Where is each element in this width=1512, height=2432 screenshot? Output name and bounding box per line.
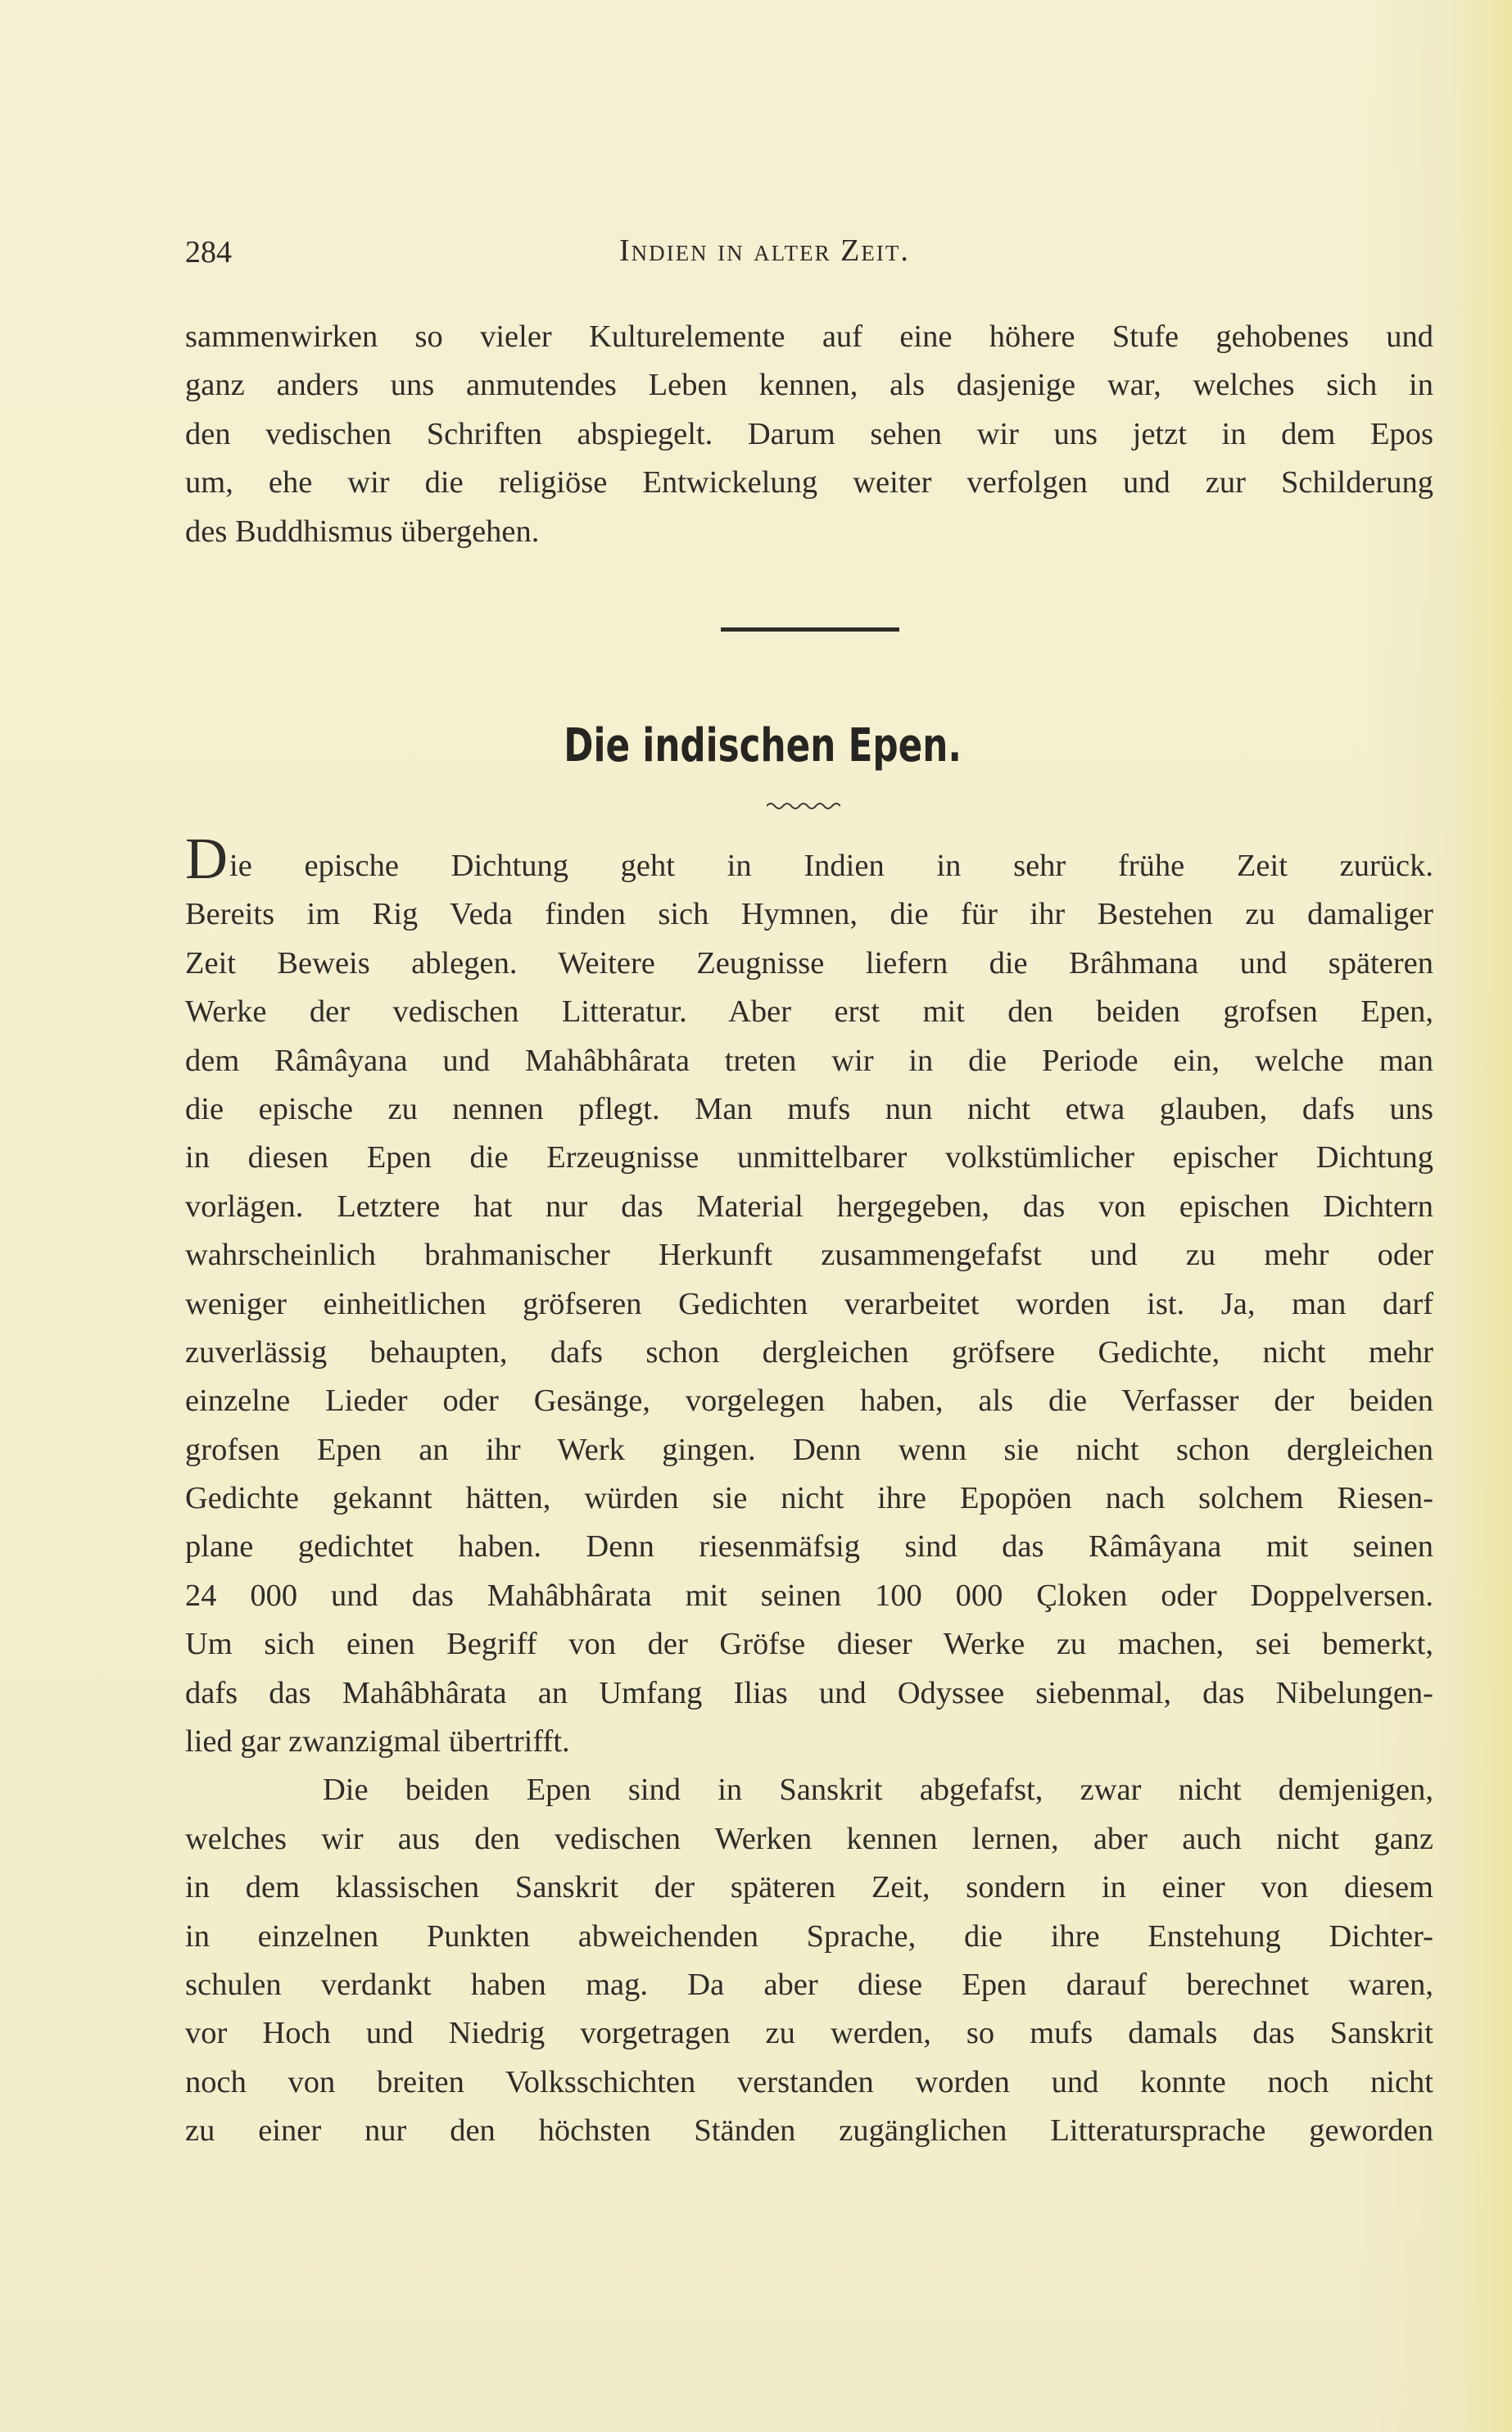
- text-line: sammenwirken so vieler Kulturelemente auf eine höhere Stufe gehobenes und: [185, 319, 1433, 354]
- text-line: zuverlässig behaupten, dafs schon dergleichen gröfsere Gedichte, nicht mehr: [185, 1334, 1433, 1370]
- intro-paragraph: [185, 313, 1433, 556]
- running-head: Indien in alter Zeit.: [619, 233, 910, 268]
- page-edge-shading: [1455, 0, 1512, 2432]
- text-line: weniger einheitlichen gröfseren Gedichten verarbeitet worden ist. Ja, man darf: [185, 1286, 1433, 1321]
- drop-cap: D: [185, 826, 228, 891]
- text-line: Um sich einen Begriff von der Gröfse dieser Werke zu machen, sei bemerkt,: [185, 1627, 1433, 1662]
- text-line-first: [185, 826, 1433, 891]
- text-line: plane gedichtet haben. Denn riesenmäfsig sind das Râmâyana mit seinen: [185, 1529, 1433, 1565]
- first-line-text: ie epische Dichtung geht in Indien in sehr frühe Zeit zurück.: [229, 849, 1433, 883]
- text-line: dafs das Mahâbhârata an Umfang Ilias und Odyssee siebenmal, das Nibelungen-: [185, 1675, 1433, 1710]
- text-line: schulen verdankt haben mag. Da aber diese Epen darauf berechnet waren,: [185, 1967, 1433, 2002]
- ornament-squiggle-icon: [767, 799, 840, 813]
- text-line: in diesen Epen die Erzeugnisse unmittelbarer volkstümlicher epischer Dichtung: [185, 1140, 1433, 1175]
- text-line: vorlägen. Letztere hat nur das Material hergegeben, das von epischen Dichtern: [185, 1189, 1433, 1224]
- text-line: lied gar zwanzigmal übertrifft.: [185, 1724, 570, 1759]
- text-line: Die beiden Epen sind in Sanskrit abgefafst, zwar nicht demjenigen,: [323, 1773, 1433, 1808]
- text-line: einzelne Lieder oder Gesänge, vorgelegen haben, als die Verfasser der beiden: [185, 1384, 1433, 1419]
- text-line: Werke der vedischen Litteratur. Aber erst mit den beiden grofsen Epen,: [185, 994, 1433, 1030]
- page-number: 284: [185, 235, 232, 269]
- text-line: welches wir aus den vedischen Werken kennen lernen, aber auch nicht ganz: [185, 1821, 1433, 1856]
- text-line: ganz anders uns anmutendes Leben kennen, als dasjenige war, welches sich in: [185, 368, 1433, 403]
- text-line: den vedischen Schriften abspiegelt. Darum sehen wir uns jetzt in dem Epos: [185, 416, 1433, 451]
- text-line: die epische zu nennen pflegt. Man mufs nun nicht etwa glauben, dafs uns: [185, 1091, 1433, 1126]
- text-line: um, ehe wir die religiöse Entwickelung weiter verfolgen und zur Schilderung: [185, 465, 1433, 500]
- section-title: Die indischen Epen.: [564, 719, 962, 772]
- text-line: vor Hoch und Niedrig vorgetragen zu werden, so mufs damals das Sanskrit: [185, 2016, 1433, 2051]
- text-line: des Buddhismus übergehen.: [185, 514, 540, 549]
- text-line: zu einer nur den höchsten Ständen zugänglichen Litteratursprache geworden: [185, 2113, 1433, 2149]
- text-line: 24 000 und das Mahâbhârata mit seinen 100 000 Çloken oder Doppelversen.: [185, 1578, 1433, 1613]
- text-line: Zeit Beweis ablegen. Weitere Zeugnisse liefern die Brâhmana und späteren: [185, 945, 1433, 980]
- text-line: dem Râmâyana und Mahâbhârata treten wir in die Periode ein, welche man: [185, 1043, 1433, 1078]
- text-line: grofsen Epen an ihr Werk gingen. Denn wenn sie nicht schon dergleichen: [185, 1432, 1433, 1467]
- section-divider-rule: [721, 627, 899, 632]
- page-header: [185, 229, 1430, 287]
- text-line: noch von breiten Volksschichten verstanden worden und konnte noch nicht: [185, 2064, 1433, 2099]
- text-line: in dem klassischen Sanskrit der späteren Zeit, sondern in einer von diesem: [185, 1870, 1433, 1905]
- text-line: Bereits im Rig Veda finden sich Hymnen, die für ihr Bestehen zu damaliger: [185, 897, 1433, 932]
- text-line: wahrscheinlich brahmanischer Herkunft zusammengefafst und zu mehr oder: [185, 1238, 1433, 1273]
- text-line: in einzelnen Punkten abweichenden Sprache, die ihre Enstehung Dichter-: [185, 1918, 1433, 1954]
- section-body: [185, 826, 1433, 2156]
- text-line: Gedichte gekannt hätten, würden sie nicht ihre Epopöen nach solchem Riesen-: [185, 1481, 1433, 1516]
